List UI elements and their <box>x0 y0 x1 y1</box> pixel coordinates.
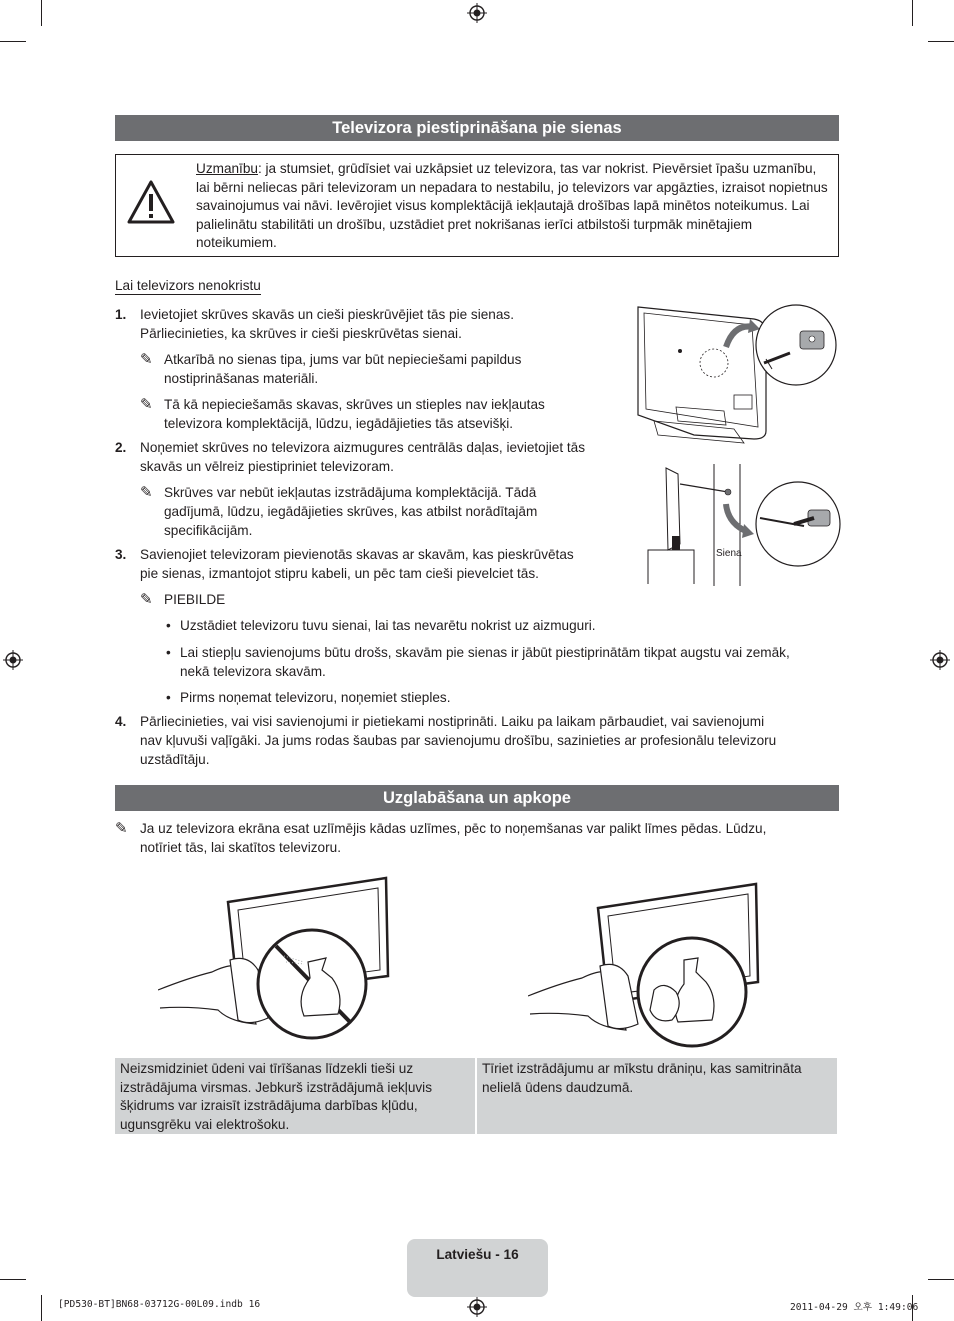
note-icon: ✎ <box>115 820 128 837</box>
warning-triangle-icon <box>126 178 176 228</box>
subheading-prevent-fall: Lai televizors nenokristu <box>115 278 261 293</box>
print-slug-left: [PD530-BT]BN68-03712G-00L09.indb 16 <box>58 1299 261 1310</box>
piebilde-label: PIEBILDE <box>164 592 226 607</box>
crop-mark <box>928 1279 954 1280</box>
print-slug-right: 2011-04-29 오후 1:49:06 <box>790 1302 919 1313</box>
bullet-line: nekā televizora skavām. <box>180 664 326 679</box>
step-number: 4. <box>115 714 127 729</box>
note-line: nostiprināšanas materiāli. <box>164 371 319 386</box>
page-number-tab <box>407 1239 548 1297</box>
registration-mark-icon <box>930 650 950 670</box>
bullet: • <box>166 690 171 705</box>
bullet: • <box>166 645 171 660</box>
step-4-line: Pārliecinieties, vai visi savienojumi ir pietiekami nostiprināti. Laiku pa laikam pārbaudiet, vai savienojumi <box>140 714 765 729</box>
note-line: Skrūves var nebūt iekļautas izstrādājuma komplektācijā. Tādā <box>164 485 537 500</box>
step-3-line: Savienojiet televizoram pievienotās skavas ar skavām, kas pieskrūvētas <box>140 547 574 562</box>
step-2-line: Noņemiet skrūves no televizora aizmugures centrālās daļas, ievietojiet tās <box>140 440 586 455</box>
registration-mark-icon <box>467 1297 487 1317</box>
no-spray-illustration <box>158 874 394 1044</box>
bullet-line: Pirms noņemat televizoru, noņemiet stieples. <box>180 690 451 705</box>
tv-back-bracket-illustration <box>634 303 844 453</box>
crop-mark <box>41 1295 42 1321</box>
instruction-cell-damp-cloth <box>477 1058 837 1134</box>
cell-line: ugunsgrēku vai elektrošoku. <box>120 1116 290 1132</box>
section-title-storage-care: Uzglabāšana un apkope <box>115 785 839 811</box>
step-number: 2. <box>115 440 127 455</box>
page-label: Latviešu - 16 <box>436 1247 519 1262</box>
wall-label: Siena <box>716 548 742 559</box>
cell-line: izstrādājuma virsmas. Jebkurš izstrādājumā iekļuvis <box>120 1079 432 1095</box>
step-1-line: Pārliecinieties, ka skrūves ir cieši pieskrūvētas sienai. <box>140 326 462 341</box>
note-icon: ✎ <box>140 591 153 608</box>
cell-line: nelielā ūdens daudzumā. <box>482 1079 634 1095</box>
damp-cloth-illustration <box>528 880 764 1050</box>
bullet-line: Lai stiepļu savienojums būtu drošs, skavām pie sienas ir jābūt piestiprinātām tikpat augstu vai zemāk, <box>180 645 790 660</box>
warning-cell-no-spray <box>115 1058 475 1134</box>
caution-text <box>196 160 832 253</box>
crop-mark <box>41 0 42 26</box>
note-icon: ✎ <box>140 484 153 501</box>
note-line: specifikācijām. <box>164 523 253 538</box>
crop-mark <box>0 41 26 42</box>
caution-box <box>115 154 839 257</box>
step-2-line: skavās un vēlreiz piestipriniet televizoram. <box>140 459 394 474</box>
step-number: 1. <box>115 307 127 322</box>
cell-line: Neizsmidziniet ūdeni vai tīrīšanas līdzekli tieši uz <box>120 1061 414 1076</box>
cell-line: Tīriet izstrādājumu ar mīkstu drāniņu, kas samitrināta <box>482 1061 802 1076</box>
crop-mark <box>928 41 954 42</box>
bullet-line: Uzstādiet televizoru tuvu sienai, lai tas nevarētu nokrist uz aizmuguri. <box>180 618 596 633</box>
tv-wall-wire-illustration <box>644 464 844 586</box>
step-4-line: uzstādītāju. <box>140 752 210 767</box>
bullet: • <box>166 618 171 633</box>
step-1-line: Ievietojiet skrūves skavās un cieši pieskrūvējiet tās pie sienas. <box>140 307 515 322</box>
note-line: gadījumā, lūdzu, iegādājieties skrūves, kas atbilst norādītajām <box>164 504 538 519</box>
caution-label: Uzmanību <box>196 161 258 176</box>
note-line: televizora komplektācijā, lūdzu, iegādājieties tās atsevišķi. <box>164 416 514 431</box>
registration-mark-icon <box>467 3 487 23</box>
note-icon: ✎ <box>140 351 153 368</box>
step-number: 3. <box>115 547 127 562</box>
note-line: Tā kā nepieciešamās skavas, skrūves un stieples nav iekļautas <box>164 397 545 412</box>
storage-note-line: Ja uz televizora ekrāna esat uzlīmējis kādas uzlīmes, pēc to noņemšanas var palikt līmes pēdas. Lūdzu, <box>140 821 767 836</box>
caution-body: : ja stumsiet, grūdīsiet vai uzkāpsiet uz televizora, tas var nokrist. Pievērsiet īpašu uzmanību, lai bērni neliecas pāri televizoram un nepadara to nestabilu, jo televizors var apgāzties, izraisot nopietnus savainojumus vai nāvi. Ievērojiet visus komplektācijā iekļautajā drošības lapā minētos noteikumus. Lai palielinātu stabilitāti un drošību, uzstādiet pret nokrišanas ierīci atbilstoši turpmāk minētajiem noteikumiem. <box>196 161 828 251</box>
storage-note-line: notīriet tās, lai skatītos televizoru. <box>140 840 341 855</box>
section-title-wall-mount: Televizora piestiprināšana pie sienas <box>115 115 839 141</box>
crop-mark <box>912 0 913 26</box>
cell-line: šķidrums var izraisīt izstrādājuma darbības kļūdu, <box>120 1098 418 1114</box>
step-3-line: pie sienas, izmantojot stipru kabeli, un pēc tam cieši pievelciet tās. <box>140 566 539 581</box>
note-icon: ✎ <box>140 396 153 413</box>
step-4-line: nav kļuvuši vaļīgāki. Ja jums rodas šaubas par savienojumu drošību, sazinieties ar profesionālu televizoru <box>140 733 777 748</box>
crop-mark <box>0 1279 26 1280</box>
registration-mark-icon <box>3 650 23 670</box>
note-line: Atkarībā no sienas tipa, jums var būt nepieciešami papildus <box>164 352 522 367</box>
